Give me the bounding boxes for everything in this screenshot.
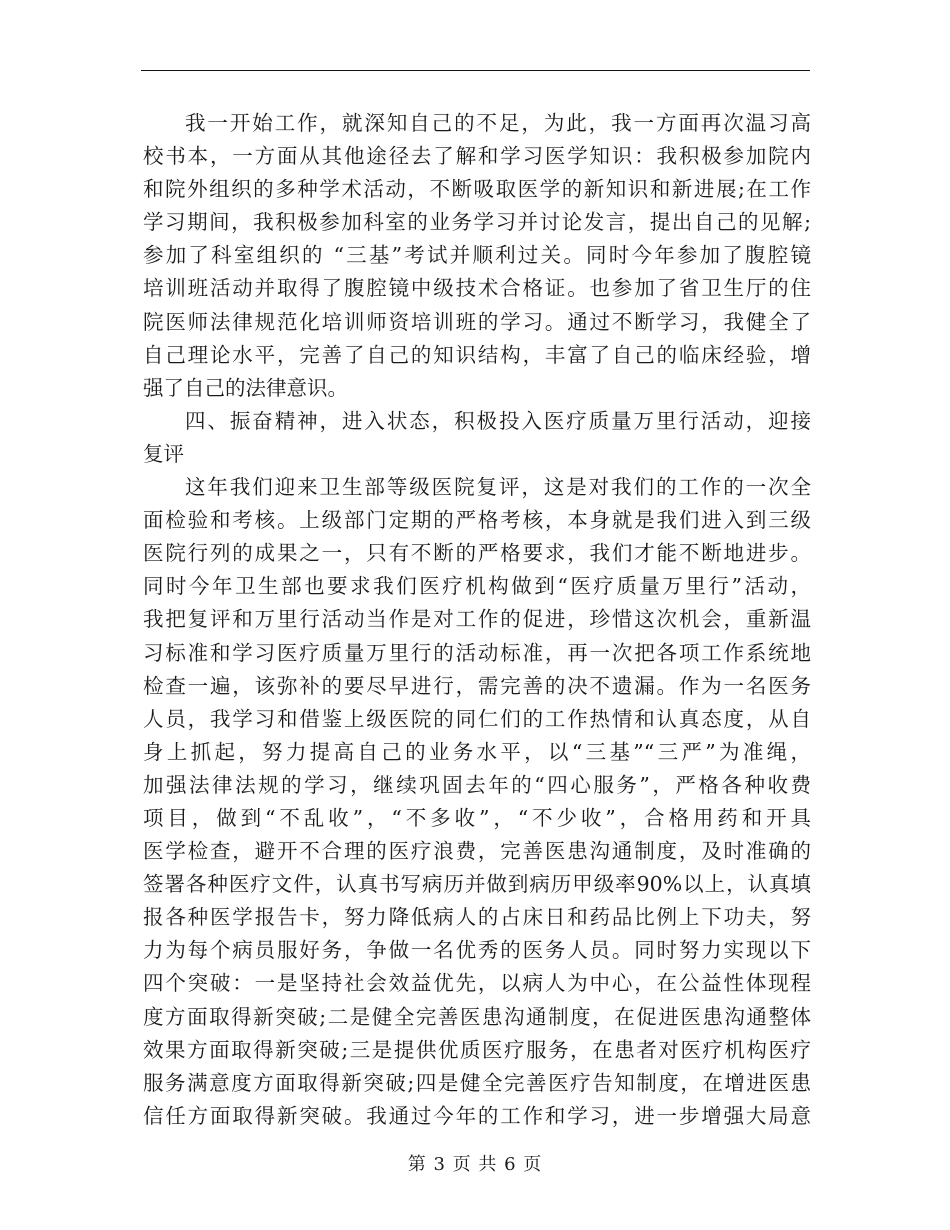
text-line: 加强法律法规的学习，继续巩固去年的“四心服务”，严格各种收费 bbox=[143, 772, 811, 797]
text-line: 同时今年卫生部也要求我们医疗机构做到“医疗质量万里行”活动， bbox=[143, 574, 811, 599]
text-line: 项目，做到“不乱收”，“不多收”，“不少收”，合格用药和开具 bbox=[143, 805, 811, 830]
text-line: 医学检查，避开不合理的医疗浪费，完善医患沟通制度，及时准确的 bbox=[143, 839, 811, 864]
text-line: 这年我们迎来卫生部等级医院复评，这是对我们的工作的一次全 bbox=[185, 475, 811, 500]
text-line: 人员，我学习和借鉴上级医院的同仁们的工作热情和认真态度，从自 bbox=[143, 706, 811, 731]
text-line: 和院外组织的多种学术活动，不断吸取医学的新知识和新进展;在工作 bbox=[143, 177, 811, 202]
text-line: 强了自己的法律意识。 bbox=[143, 375, 348, 400]
text-line: 信任方面取得新突破。我通过今年的工作和学习，进一步增强大局意 bbox=[143, 1103, 811, 1128]
text-line: 面检验和考核。上级部门定期的严格考核，本身就是我们进入到三级 bbox=[143, 508, 811, 533]
text-line: 四、振奋精神，进入状态，积极投入医疗质量万里行活动，迎接 bbox=[185, 408, 811, 433]
text-line: 四个突破：一是坚持社会效益优先，以病人为中心，在公益性体现程 bbox=[143, 971, 811, 996]
page-number-footer: 第 3 页 共 6 页 bbox=[407, 1154, 543, 1175]
text-line: 度方面取得新突破;二是健全完善医患沟通制度，在促进医患沟通整体 bbox=[143, 1004, 811, 1029]
text-line: 效果方面取得新突破;三是提供优质医疗服务，在患者对医疗机构医疗 bbox=[143, 1037, 811, 1062]
text-line: 校书本，一方面从其他途径去了解和学习医学知识：我积极参加院内 bbox=[143, 144, 811, 169]
text-line: 力为每个病员服好务，争做一名优秀的医务人员。同时努力实现以下 bbox=[143, 938, 811, 963]
text-line: 服务满意度方面取得新突破;四是健全完善医疗告知制度，在增进医患 bbox=[143, 1070, 811, 1095]
document-body bbox=[143, 107, 811, 1133]
text-line: 签署各种医疗文件，认真书写病历并做到病历甲级率90%以上，认真填 bbox=[143, 872, 811, 897]
text-line: 医院行列的成果之一，只有不断的严格要求，我们才能不断地进步。 bbox=[143, 541, 811, 566]
text-line: 参加了科室组织的 “三基”考试并顺利过关。同时今年参加了腹腔镜 bbox=[143, 243, 811, 268]
text-line: 院医师法律规范化培训师资培训班的学习。通过不断学习，我健全了 bbox=[143, 309, 811, 334]
text-line: 报各种医学报告卡，努力降低病人的占床日和药品比例上下功夫，努 bbox=[143, 905, 811, 930]
text-line: 培训班活动并取得了腹腔镜中级技术合格证。也参加了省卫生厅的住 bbox=[143, 276, 811, 301]
header-rule bbox=[141, 70, 810, 71]
text-line: 检查一遍，该弥补的要尽早进行，需完善的决不遗漏。作为一名医务 bbox=[143, 673, 811, 698]
section-heading bbox=[143, 405, 811, 471]
text-line: 复评 bbox=[143, 441, 184, 466]
text-line: 我把复评和万里行活动当作是对工作的促进，珍惜这次机会，重新温 bbox=[143, 607, 811, 632]
text-line: 自己理论水平，完善了自己的知识结构，丰富了自己的临床经验，增 bbox=[143, 342, 811, 367]
text-line: 身上抓起，努力提高自己的业务水平，以“三基”“三严”为准绳， bbox=[143, 739, 811, 764]
text-line: 习标准和学习医疗质量万里行的活动标准，再一次把各项工作系统地 bbox=[143, 640, 811, 665]
paragraph bbox=[143, 471, 811, 1133]
paragraph bbox=[143, 107, 811, 405]
text-line: 学习期间，我积极参加科室的业务学习并讨论发言，提出自己的见解; bbox=[143, 210, 811, 235]
text-line: 我一开始工作，就深知自己的不足，为此，我一方面再次温习高 bbox=[185, 111, 811, 135]
